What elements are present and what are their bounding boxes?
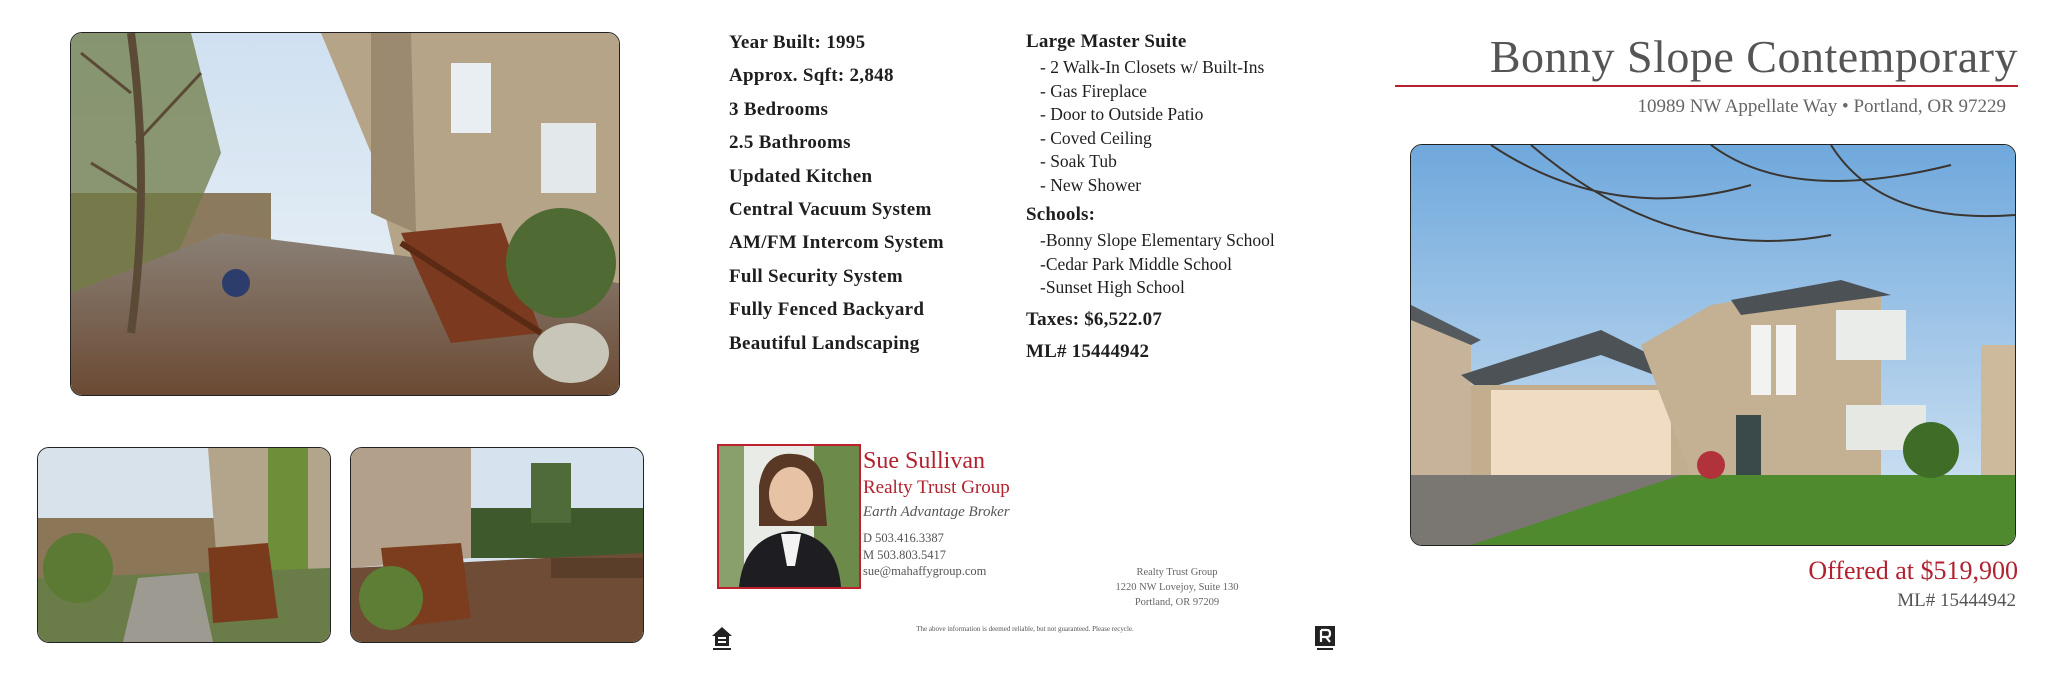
property-address: 10989 NW Appellate Way • Portland, OR 97229: [1637, 96, 2006, 117]
offer-price: Offered at $519,900: [1808, 556, 2018, 585]
deck-patio-photo: [350, 447, 644, 643]
garden-path-photo: [37, 447, 331, 643]
office-address: [1077, 565, 1277, 610]
school-item: -Cedar Park Middle School: [1040, 253, 1232, 274]
master-suite-heading: Large Master Suite: [1026, 31, 1187, 52]
feature-intercom: AM/FM Intercom System: [729, 232, 944, 254]
realtor-icon: [1314, 625, 1336, 651]
agent-title: Earth Advantage Broker: [863, 504, 1010, 520]
agent-portrait: [717, 444, 861, 589]
house-exterior-photo: [1410, 144, 2016, 546]
master-suite-item: - Soak Tub: [1040, 151, 1117, 171]
office-street: 1220 NW Lovejoy, Suite 130: [1115, 582, 1239, 593]
agent-info: [863, 446, 1010, 580]
agent-company: Realty Trust Group: [863, 477, 1010, 498]
details-mls-number: ML# 15444942: [1026, 340, 1150, 362]
schools-heading: Schools:: [1026, 204, 1096, 225]
agent-name: Sue Sullivan: [863, 448, 986, 474]
master-suite-item: - 2 Walk-In Closets w/ Built-Ins: [1040, 57, 1265, 77]
disclaimer-text: The above information is deemed reliable, but not guaranteed. Please recycle.: [916, 625, 1134, 633]
equal-housing-icon: [710, 625, 734, 651]
office-name: Realty Trust Group: [1136, 567, 1218, 578]
feature-bedrooms: 3 Bedrooms: [729, 98, 829, 120]
school-item: -Bonny Slope Elementary School: [1040, 230, 1275, 250]
backyard-patio-photo: [70, 32, 620, 396]
office-city: Portland, OR 97209: [1134, 597, 1220, 608]
agent-contact: [863, 530, 1010, 580]
mls-number: ML# 15444942: [1897, 590, 2016, 611]
feature-sqft: Approx. Sqft: 2,848: [729, 65, 894, 87]
features-list: [729, 26, 944, 360]
agent-email: sue@mahaffygroup.com: [863, 564, 987, 578]
master-suite-item: - Gas Fireplace: [1040, 80, 1147, 101]
master-suite-item: - Coved Ceiling: [1040, 127, 1152, 148]
feature-kitchen: Updated Kitchen: [729, 165, 873, 187]
feature-vacuum: Central Vacuum System: [729, 198, 932, 220]
taxes-text: Taxes: $6,522.07: [1026, 308, 1163, 330]
details-column: [1026, 28, 1346, 366]
feature-bathrooms: 2.5 Bathrooms: [729, 132, 851, 154]
agent-direct-phone: D 503.416.3387: [863, 531, 944, 545]
agent-mobile-phone: M 503.803.5417: [863, 547, 946, 562]
feature-backyard: Fully Fenced Backyard: [729, 299, 925, 321]
feature-landscaping: Beautiful Landscaping: [729, 332, 920, 354]
feature-year-built: Year Built: 1995: [729, 32, 866, 53]
property-title: Bonny Slope Contemporary: [1489, 31, 2018, 82]
master-suite-item: - New Shower: [1040, 174, 1142, 195]
feature-security: Full Security System: [729, 265, 903, 287]
master-suite-item: - Door to Outside Patio: [1040, 104, 1204, 124]
school-item: -Sunset High School: [1040, 277, 1185, 297]
title-divider: [1395, 85, 2018, 87]
